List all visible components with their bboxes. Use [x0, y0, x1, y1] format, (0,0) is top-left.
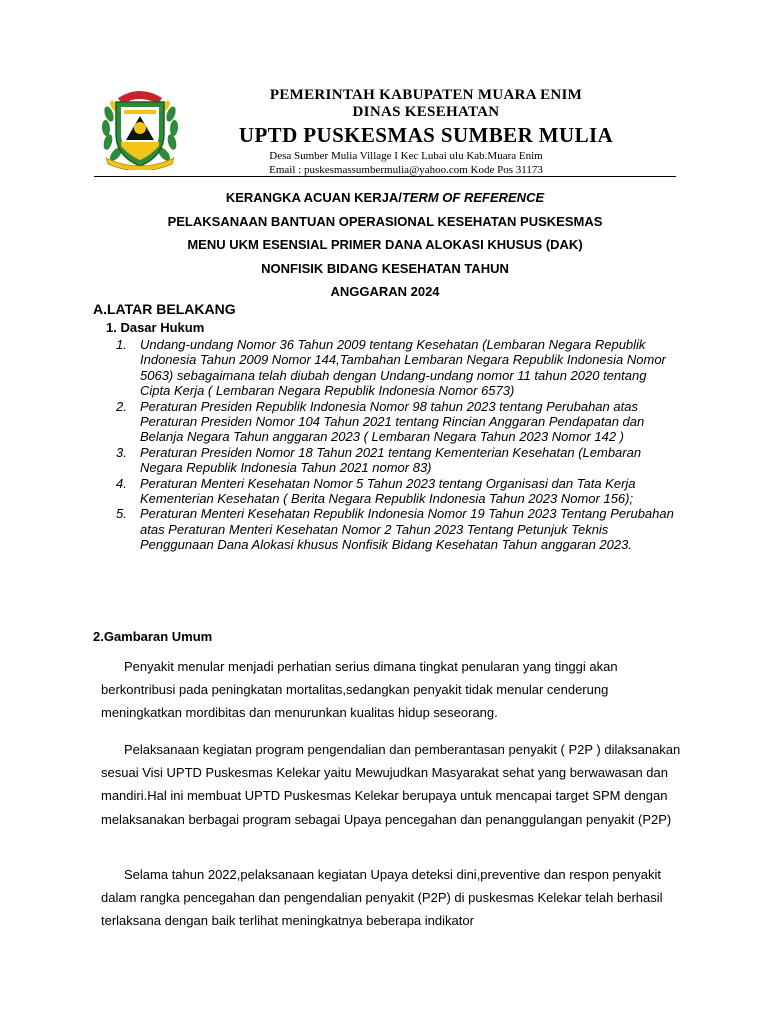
title-line-5: ANGGARAN 2024 [330, 284, 440, 299]
title-line-2: PELAKSANAAN BANTUAN OPERASIONAL KESEHATAN PUSKESMAS [167, 213, 603, 229]
regency-emblem-icon [100, 84, 180, 170]
list-item [116, 506, 676, 552]
title-line-4: NONFISIK BIDANG KESEHATAN TAHUN [261, 260, 509, 276]
list-item-number: 2. [116, 398, 127, 414]
list-item-number: 4. [116, 475, 127, 491]
list-item-text: Undang-undang Nomor 36 Tahun 2009 tentang Kesehatan (Lembaran Negara Republik Indonesia Tahun 2009 Nomor 144,Tambahan Lembaran Negara Republik Indonesia Nomor 5063) sebagaimana telah diubah dengan Undang-undang nomor 11 tahun 2020 tentang Cipta Kerja ( Lembaran Negara Republik Indonesia Nomor 6573) [140, 337, 666, 399]
paragraph [101, 738, 681, 831]
paragraph-text: Pelaksanaan kegiatan program pengendalian dan pemberantasan penyakit ( P2P ) dilaksanakan sesuai Visi UPTD Puskesmas Kelekar yaitu Mewujudkan Masyarakat sehat yang berwawasan dan mandiri.Hal ini membuat UPTD Puskesmas Kelekar berupaya untuk mencapai target SPM dengan melaksanakan berbagai program sebagai Upaya pencegahan dan penanggulangan penyakit (P2P) [101, 742, 681, 827]
section-a-heading: A.LATAR BELAKANG [93, 301, 236, 317]
title-line-1-italic: TERM OF REFERENCE [401, 190, 545, 205]
legal-basis-list [116, 337, 676, 553]
letterhead-email: Email : puskesmassumbermulia@yahoo.com Kode Pos 31173 [269, 164, 543, 176]
list-item-text: Peraturan Presiden Nomor 18 Tahun 2021 tentang Kementerian Kesehatan (Lembaran Negara Republik Indonesia Tahun 2021 nomor 83) [140, 444, 642, 476]
paragraph-text: Penyakit menular menjadi perhatian serius dimana tingkat penularan yang tinggi akan berkontribusi pada peningkatan mortalitas,sedangkan penyakit tidak menular cenderung meningkatkan mordibitas dan menurunkan kualitas hidup seseorang. [101, 659, 618, 721]
list-item-number: 1. [116, 337, 127, 352]
list-item-number: 5. [116, 506, 127, 522]
list-item-text: Peraturan Presiden Republik Indonesia Nomor 98 tahun 2023 tentang Perubahan atas Peraturan Presiden Nomor 104 Tahun 2021 tentang Rincian Anggaran Pendapatan dan Belanja Negara Tahun anggaran 2023 ( Lembaran Negara Tahun 2023 Nomor 142 ) [140, 398, 645, 445]
list-item-number: 3. [116, 444, 127, 460]
section-2-heading: 2.Gambaran Umum [93, 629, 213, 644]
letterhead-institution: UPTD PUSKESMAS SUMBER MULIA [238, 123, 614, 147]
title-line-3: MENU UKM ESENSIAL PRIMER DANA ALOKASI KHUSUS (DAK) [187, 237, 583, 252]
list-item-text: Peraturan Menteri Kesehatan Republik Indonesia Nomor 19 Tahun 2023 Tentang Perubahan atas Peraturan Menteri Kesehatan Nomor 2 Tahun 2023 Tentang Petunjuk Teknis Penggunaan Dana Alokasi khusus Nonfisik Bidang Kesehatan Tahun anggaran 2023. [140, 506, 674, 553]
title-line-1 [94, 186, 676, 210]
list-item [116, 399, 676, 445]
paragraph-text: Selama tahun 2022,pelaksanaan kegiatan Upaya deteksi dini,preventive dan respon penyakit dalam rangka pencegahan dan pengendalian penyakit (P2P) di puskesmas Kelekar telah berhasil terlaksana dengan baik terlihat meningkatnya beberapa indikator [101, 867, 663, 929]
list-item-text: Peraturan Menteri Kesehatan Nomor 5 Tahun 2023 tentang Organisasi dan Tata Kerja Kementerian Kesehatan ( Berita Negara Republik Indonesia Tahun 2023 Nomor 156); [140, 475, 636, 507]
title-line-1-normal: KERANGKA ACUAN KERJA/ [225, 190, 402, 205]
list-item [116, 337, 676, 399]
paragraph [101, 655, 681, 725]
letterhead-address: Desa Sumber Mulia Village I Kec Lubai ulu Kab.Muara Enim [269, 150, 543, 162]
list-item [116, 445, 676, 476]
document-title [94, 186, 676, 304]
letterhead-government: PEMERINTAH KABUPATEN MUARA ENIM [269, 87, 583, 103]
letterhead-department: DINAS KESEHATAN [352, 104, 500, 120]
legal-basis-heading: 1. Dasar Hukum [106, 320, 205, 335]
paragraph [101, 863, 681, 933]
letterhead-divider [94, 176, 676, 177]
letterhead [196, 86, 656, 177]
list-item [116, 476, 676, 507]
